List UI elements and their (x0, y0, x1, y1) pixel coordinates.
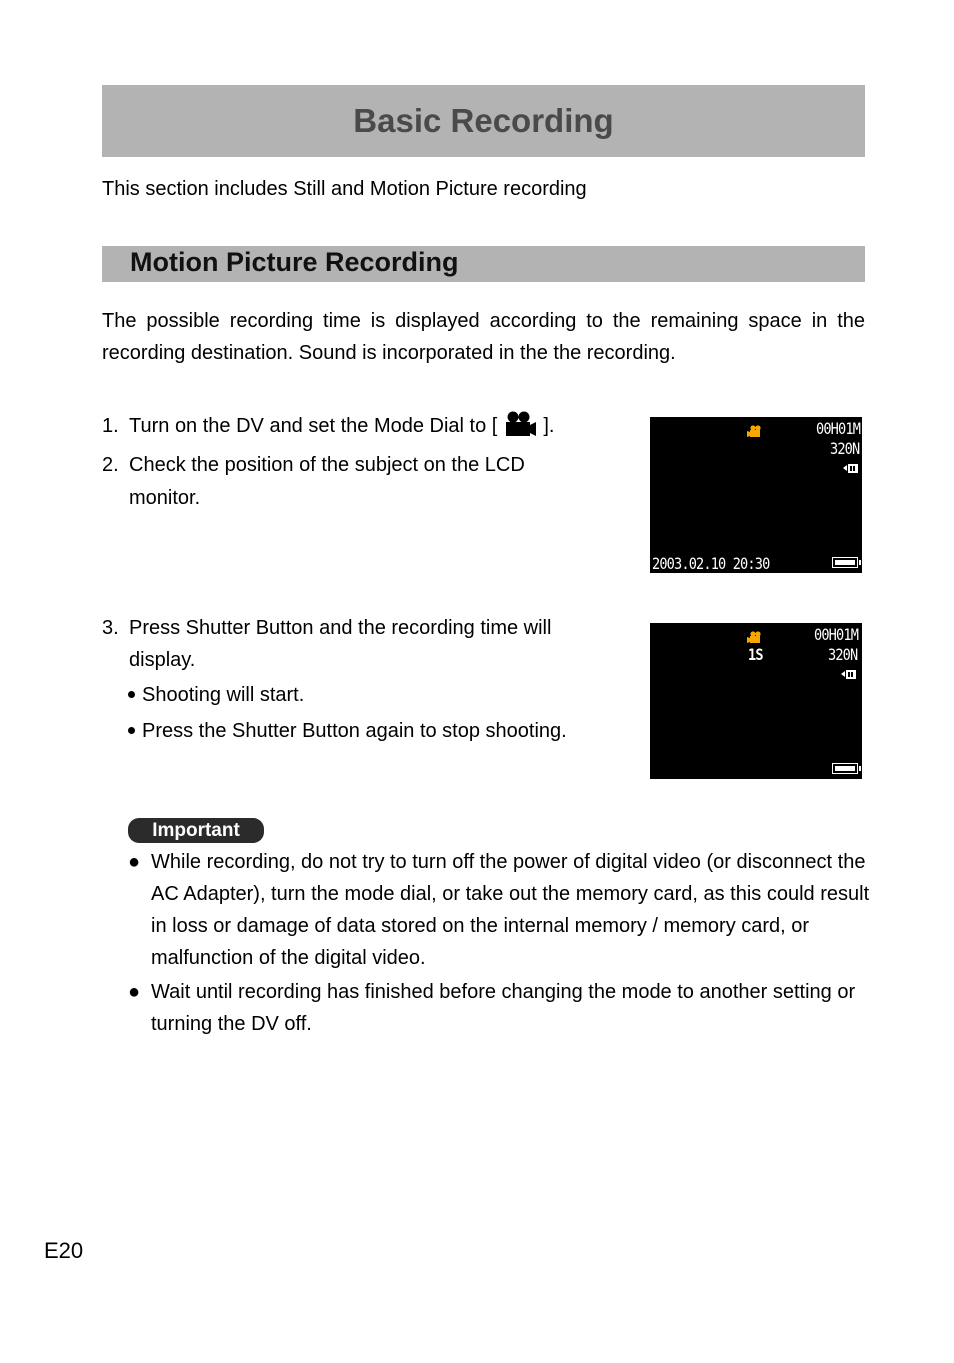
intro-text: This section includes Still and Motion Picture recording (102, 178, 587, 200)
lcd-resolution: 320N (830, 439, 860, 458)
memory-card-icon (843, 459, 859, 478)
lcd-screen-recording (650, 623, 862, 779)
step-2 (102, 449, 622, 519)
step-1 (102, 410, 622, 444)
page-title: Basic Recording (353, 102, 614, 139)
lcd-resolution: 320N (828, 645, 858, 664)
step-text-line2: monitor. (129, 487, 201, 509)
lcd-elapsed-time: 1S (748, 645, 763, 664)
important-item-text: While recording, do not try to turn off the power of digital video (or disconnect the AC Adapter), turn the mode dial, or take out the memory card, as this could result in loss or damage of data stored on the internal memory / memory card, or malfunction of the digital video. (151, 851, 870, 969)
sub-bullet (128, 716, 567, 746)
sub-bullet-text: Shooting will start. (142, 684, 305, 706)
step-number: 1. (102, 415, 119, 437)
important-item-text: Wait until recording has finished before changing the mode to another setting or turning the DV off. (151, 981, 856, 1035)
step-number: 3. (102, 617, 119, 639)
title-bar (102, 85, 865, 157)
sub-bullet (128, 680, 304, 710)
step-number: 2. (102, 454, 119, 476)
movie-camera-icon (503, 411, 537, 448)
bullet-dot (128, 691, 135, 698)
lcd-remaining-time: 00H01M (814, 625, 859, 644)
section-paragraph (102, 305, 865, 369)
step-text-line1: Press Shutter Button and the recording time will (129, 617, 552, 639)
lcd-date-time: 2003.02.10 20:30 (652, 554, 770, 573)
important-item (128, 846, 868, 976)
important-badge: Important (128, 818, 264, 843)
bullet-dot: ● (128, 981, 141, 1003)
step-3 (102, 612, 622, 682)
section-paragraph-text: The possible recording time is displayed according to the remaining space in the recording destination. Sound is incorporated in the the recording. (102, 310, 865, 364)
sub-bullet-text: Press the Shutter Button again to stop shooting. (142, 720, 567, 742)
lcd-remaining-time: 00H01M (816, 419, 861, 438)
lcd-screen-preview (650, 417, 862, 573)
step-text-after: ]. (543, 415, 555, 437)
page-number: E20 (44, 1238, 84, 1263)
bullet-dot: ● (128, 851, 141, 873)
memory-card-icon (841, 665, 857, 684)
battery-icon (832, 763, 858, 774)
section-bar (102, 246, 865, 282)
step-text-before: Turn on the DV and set the Mode Dial to [ (129, 415, 498, 437)
section-title: Motion Picture Recording (130, 247, 459, 277)
movie-mode-icon (747, 422, 763, 441)
important-item (128, 976, 868, 1042)
step-text-line1: Check the position of the subject on the LCD (129, 454, 525, 476)
battery-icon (832, 557, 858, 568)
step-text-line2: display. (129, 649, 196, 671)
step-text (129, 410, 554, 448)
bullet-dot (128, 727, 135, 734)
